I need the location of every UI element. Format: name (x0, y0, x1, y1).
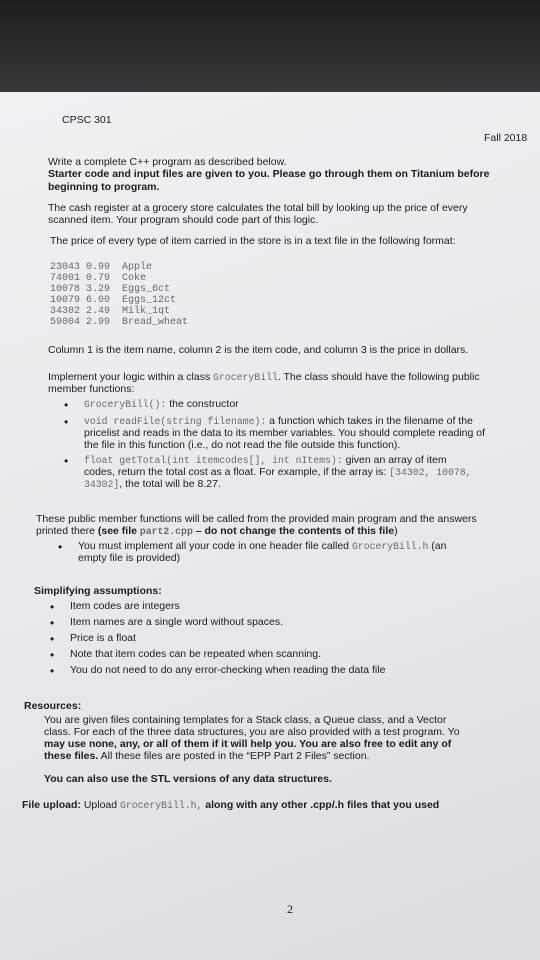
assumption-item: Note that item codes can be repeated when scanning. (70, 648, 321, 660)
resources-line-2: class. For each of the three data structures, you are also provided with a test program. Yo (44, 726, 460, 738)
assumption-item: Item codes are integers (70, 600, 180, 612)
bullet-icon: • (50, 648, 55, 662)
upload-file-name: GroceryBill.h, (120, 800, 203, 811)
resources-files-text: All these files are posted in the “EPP Part 2 Files” section. (98, 750, 370, 762)
gettotal-example-array-end: 34302] (84, 479, 120, 490)
impl-text-a: Implement your logic within a class (48, 371, 214, 383)
intro-line-1: Write a complete C++ program as described below. (48, 156, 287, 168)
price-line-6: 59004 2.99 Bread_wheat (50, 317, 189, 328)
function-constructor-text: the constructor (166, 398, 239, 410)
function-readfile-text: a function which takes in the filename of the (266, 415, 473, 427)
course-label: CPSC 301 (62, 114, 112, 126)
resources-line-1: You are given files containing templates for a Stack class, a Queue class, and a Vector (44, 714, 447, 726)
bullet-icon: • (50, 664, 55, 678)
intro-line-2: Starter code and input files are given to you. Please go through them on Titanium before (48, 168, 490, 180)
upload-text-b: along with any other .cpp/.h files that you used (202, 799, 440, 811)
calls-text-c: – do not change the contents of this file (192, 525, 395, 537)
document-page (0, 92, 540, 960)
para2: The price of every type of item carried in the store is in a text file in the following format: (50, 235, 456, 247)
para1-line-1: The cash register at a grocery store calculates the total bill by looking up the price of every (48, 202, 468, 214)
upload-line (22, 799, 439, 813)
resources-heading: Resources: (24, 700, 82, 712)
bullet-icon: • (64, 415, 69, 429)
price-line-3: 10078 3.29 Eggs_6ct (50, 284, 171, 295)
impl-text-b: . The class should have the following public (277, 371, 480, 383)
price-line-5: 34302 2.49 Milk_1qt (50, 306, 171, 317)
dark-background-top (0, 0, 540, 98)
assumption-item: You do not need to do any error-checking when reading the data file (70, 664, 386, 676)
calls-bullet-1-line-2: empty file is provided) (78, 552, 181, 564)
assumption-item: Price is a float (70, 632, 136, 644)
function-readfile-line-3: the file in this function (i.e., do not read the file outside this function). (84, 439, 401, 451)
upload-label: File upload: (22, 799, 81, 811)
gettotal-example-array: [34302, 10078, (389, 467, 472, 478)
bullet-icon: • (50, 600, 55, 614)
gettotal-example-text: codes, return the total cost as a float. For example, if the array is: (84, 466, 390, 478)
bullet-icon: • (58, 540, 63, 554)
resources-line-4 (44, 750, 369, 763)
price-line-1: 23043 0.99 Apple (50, 262, 153, 273)
term-label: Fall 2018 (484, 132, 528, 144)
calls-line-1: These public member functions will be called from the provided main program and the answers (36, 513, 477, 525)
intro-line-3: beginning to program. (48, 181, 160, 193)
bullet-icon: • (50, 632, 55, 646)
bullet-icon: • (64, 454, 69, 468)
upload-text-a: Upload (80, 799, 121, 811)
impl-line-2: member functions: (48, 383, 135, 395)
assumption-item: Item names are a single word without spaces. (70, 616, 284, 628)
calls-bullet-text-b: (an (428, 540, 447, 552)
calls-bullet-file: GroceryBill.h (351, 541, 429, 552)
para3: Column 1 is the item name, column 2 is the item code, and column 3 is the price in dollars. (48, 344, 469, 356)
function-readfile-code: void readFile(string filename): (84, 416, 267, 427)
function-gettotal-code: float getTotal(int itemcodes[], int nItems): (84, 455, 343, 466)
calls-text-b: (see file (97, 525, 140, 537)
assumptions-heading: Simplifying assumptions: (34, 585, 162, 597)
function-gettotal-line-3 (84, 478, 221, 492)
bullet-icon: • (50, 616, 55, 630)
function-gettotal-text: given an array of item (342, 454, 447, 466)
page-number: 2 (287, 902, 293, 916)
calls-text-a: printed there (36, 525, 98, 537)
function-constructor-code: GroceryBill(): (84, 399, 167, 410)
resources-files-bold: these files. (44, 750, 99, 762)
resources-line-3: may use none, any, or all of them if it will help you. You are also free to edit any of (44, 738, 452, 750)
function-readfile-line-2: pricelist and reads in the data to its member variables. You should complete reading of (84, 427, 485, 439)
calls-line-2 (36, 525, 398, 539)
para1-line-2: scanned item. Your program should code part of this logic. (48, 214, 319, 226)
function-constructor (84, 398, 239, 412)
price-line-2: 74001 0.79 Coke (50, 273, 147, 284)
gettotal-example-result: , the total will be 8.27. (119, 478, 221, 490)
impl-class-name: GroceryBill (213, 372, 278, 383)
price-line-4: 10079 6.00 Eggs_12ct (50, 295, 177, 306)
bullet-icon: • (64, 398, 69, 412)
calls-file-name: part2.cpp (139, 526, 193, 537)
resources-stl: You can also use the STL versions of any data structures. (44, 773, 332, 785)
calls-bullet-text-a: You must implement all your code in one header file called (78, 540, 352, 552)
calls-text-d: ) (394, 525, 398, 537)
